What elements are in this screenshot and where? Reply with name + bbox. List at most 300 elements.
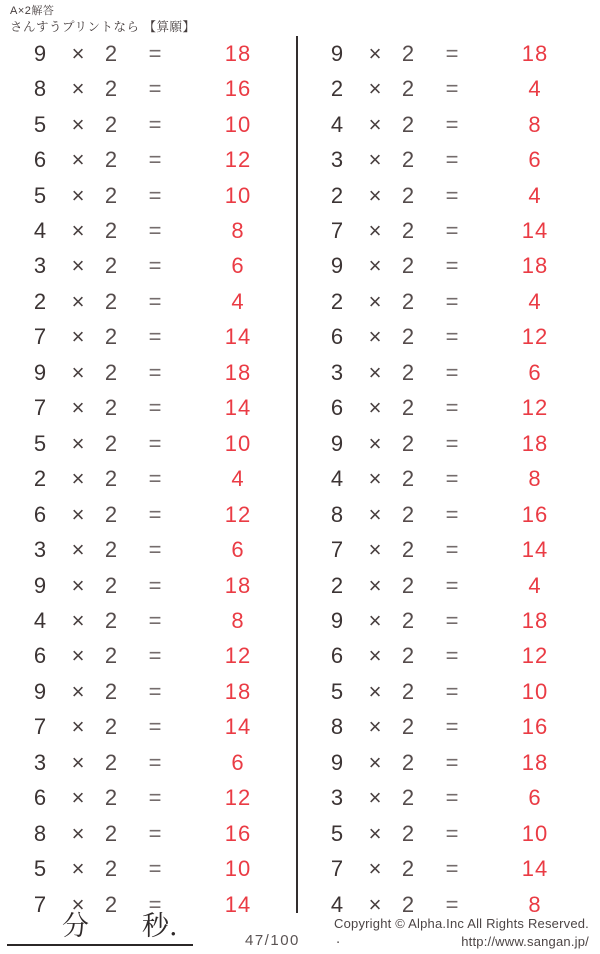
problem-row <box>0 781 297 816</box>
problem-row <box>0 603 297 638</box>
equals-sign: = <box>445 40 459 66</box>
operand-a: 6 <box>33 785 47 811</box>
times-sign: × <box>368 749 382 775</box>
times-sign: × <box>71 147 85 173</box>
equals-sign: = <box>445 678 459 704</box>
times-sign: × <box>368 395 382 421</box>
answer-value: 10 <box>224 430 252 456</box>
times-sign: × <box>368 714 382 740</box>
times-sign: × <box>368 572 382 598</box>
problem-row <box>0 497 297 532</box>
answer-value: 10 <box>521 678 549 704</box>
times-sign: × <box>368 217 382 243</box>
operand-a: 7 <box>330 217 344 243</box>
answer-value: 8 <box>528 466 542 492</box>
times-sign: × <box>71 714 85 740</box>
problem-row <box>0 36 297 71</box>
times-sign: × <box>71 217 85 243</box>
times-sign: × <box>368 785 382 811</box>
problem-row <box>0 710 297 745</box>
operand-b: 2 <box>104 785 118 811</box>
copyright-block <box>334 915 589 950</box>
answer-value: 18 <box>521 253 549 279</box>
times-sign: × <box>71 111 85 137</box>
times-sign: × <box>71 856 85 882</box>
equals-sign: = <box>445 430 459 456</box>
times-sign: × <box>368 678 382 704</box>
operand-b: 2 <box>401 111 415 137</box>
stray-period: . <box>336 930 341 947</box>
times-sign: × <box>368 537 382 563</box>
answer-value: 12 <box>521 395 549 421</box>
operand-a: 7 <box>33 395 47 421</box>
problem-row <box>0 320 297 355</box>
operand-b: 2 <box>104 359 118 385</box>
times-sign: × <box>368 820 382 846</box>
operand-a: 6 <box>33 643 47 669</box>
operand-b: 2 <box>401 537 415 563</box>
problem-row <box>0 355 297 390</box>
equals-sign: = <box>445 537 459 563</box>
equals-sign: = <box>148 324 162 350</box>
times-sign: × <box>368 501 382 527</box>
problem-row <box>297 674 594 709</box>
problem-row <box>0 639 297 674</box>
operand-a: 4 <box>330 891 344 917</box>
equals-sign: = <box>445 572 459 598</box>
equals-sign: = <box>148 607 162 633</box>
operand-a: 8 <box>33 820 47 846</box>
answer-value: 8 <box>231 607 245 633</box>
problem-row <box>297 603 594 638</box>
times-sign: × <box>71 820 85 846</box>
equals-sign: = <box>148 785 162 811</box>
times-sign: × <box>368 40 382 66</box>
answer-value: 4 <box>528 572 542 598</box>
problem-row <box>297 142 594 177</box>
problem-row <box>0 391 297 426</box>
operand-b: 2 <box>401 643 415 669</box>
answer-value: 18 <box>224 40 252 66</box>
operand-b: 2 <box>401 466 415 492</box>
operand-a: 5 <box>33 111 47 137</box>
problem-row <box>297 71 594 106</box>
times-sign: × <box>368 182 382 208</box>
problems-column-right <box>297 36 594 922</box>
operand-a: 5 <box>33 430 47 456</box>
problem-row <box>0 568 297 603</box>
equals-sign: = <box>445 820 459 846</box>
equals-sign: = <box>148 714 162 740</box>
operand-a: 7 <box>330 856 344 882</box>
worksheet-title: A×2解答 <box>10 5 55 17</box>
operand-a: 5 <box>330 678 344 704</box>
answer-value: 18 <box>521 40 549 66</box>
seconds-label: 秒. <box>142 911 178 942</box>
answer-value: 8 <box>528 891 542 917</box>
equals-sign: = <box>445 253 459 279</box>
operand-a: 4 <box>330 111 344 137</box>
problem-row <box>0 178 297 213</box>
answer-value: 12 <box>521 324 549 350</box>
problem-row <box>0 745 297 780</box>
times-sign: × <box>368 643 382 669</box>
answer-value: 14 <box>224 324 252 350</box>
answer-value: 14 <box>224 714 252 740</box>
equals-sign: = <box>445 76 459 102</box>
times-sign: × <box>71 643 85 669</box>
operand-a: 9 <box>33 572 47 598</box>
problem-row <box>0 107 297 142</box>
operand-b: 2 <box>104 820 118 846</box>
times-sign: × <box>71 430 85 456</box>
operand-a: 8 <box>33 76 47 102</box>
operand-b: 2 <box>401 147 415 173</box>
equals-sign: = <box>148 537 162 563</box>
problem-row <box>0 142 297 177</box>
times-sign: × <box>71 678 85 704</box>
operand-a: 2 <box>330 572 344 598</box>
operand-a: 2 <box>330 76 344 102</box>
operand-a: 7 <box>33 891 47 917</box>
operand-b: 2 <box>104 288 118 314</box>
answer-value: 6 <box>231 253 245 279</box>
operand-a: 8 <box>330 501 344 527</box>
times-sign: × <box>71 537 85 563</box>
equals-sign: = <box>445 324 459 350</box>
operand-b: 2 <box>401 76 415 102</box>
problem-row <box>0 674 297 709</box>
times-sign: × <box>368 147 382 173</box>
equals-sign: = <box>148 217 162 243</box>
operand-a: 2 <box>330 288 344 314</box>
problem-row <box>297 320 594 355</box>
times-sign: × <box>71 891 85 917</box>
operand-a: 3 <box>33 749 47 775</box>
problem-row <box>297 745 594 780</box>
times-sign: × <box>368 111 382 137</box>
equals-sign: = <box>148 76 162 102</box>
operand-b: 2 <box>104 714 118 740</box>
problem-row <box>297 107 594 142</box>
page-indicator: 47/100 <box>245 932 300 949</box>
operand-a: 7 <box>33 714 47 740</box>
problem-row <box>0 461 297 496</box>
operand-b: 2 <box>104 395 118 421</box>
times-sign: × <box>71 785 85 811</box>
answer-value: 4 <box>528 76 542 102</box>
operand-b: 2 <box>401 785 415 811</box>
answer-value: 8 <box>528 111 542 137</box>
operand-a: 9 <box>330 40 344 66</box>
equals-sign: = <box>445 466 459 492</box>
times-sign: × <box>71 395 85 421</box>
operand-b: 2 <box>401 856 415 882</box>
problem-row <box>0 213 297 248</box>
operand-b: 2 <box>104 40 118 66</box>
times-sign: × <box>71 182 85 208</box>
problem-row <box>0 249 297 284</box>
operand-b: 2 <box>104 537 118 563</box>
operand-b: 2 <box>104 678 118 704</box>
equals-sign: = <box>445 217 459 243</box>
times-sign: × <box>71 572 85 598</box>
problem-row <box>297 816 594 851</box>
answer-value: 16 <box>224 76 252 102</box>
times-sign: × <box>368 359 382 385</box>
equals-sign: = <box>148 430 162 456</box>
operand-a: 4 <box>33 607 47 633</box>
operand-b: 2 <box>401 217 415 243</box>
answer-value: 6 <box>231 749 245 775</box>
equals-sign: = <box>148 359 162 385</box>
operand-a: 9 <box>33 678 47 704</box>
operand-b: 2 <box>104 891 118 917</box>
site-url: http://www.sangan.jp/ <box>461 933 589 949</box>
times-sign: × <box>71 359 85 385</box>
operand-b: 2 <box>104 607 118 633</box>
operand-b: 2 <box>104 76 118 102</box>
operand-b: 2 <box>104 182 118 208</box>
operand-b: 2 <box>401 820 415 846</box>
operand-a: 2 <box>330 182 344 208</box>
equals-sign: = <box>445 147 459 173</box>
times-sign: × <box>71 324 85 350</box>
problem-row <box>297 355 594 390</box>
operand-a: 3 <box>330 785 344 811</box>
times-sign: × <box>368 288 382 314</box>
operand-b: 2 <box>104 572 118 598</box>
operand-b: 2 <box>401 40 415 66</box>
problem-row <box>297 391 594 426</box>
equals-sign: = <box>445 501 459 527</box>
times-sign: × <box>71 501 85 527</box>
problem-row <box>297 532 594 567</box>
equals-sign: = <box>445 785 459 811</box>
equals-sign: = <box>148 643 162 669</box>
equals-sign: = <box>148 466 162 492</box>
equals-sign: = <box>148 749 162 775</box>
answer-value: 4 <box>528 182 542 208</box>
equals-sign: = <box>445 359 459 385</box>
operand-b: 2 <box>104 147 118 173</box>
times-sign: × <box>368 607 382 633</box>
operand-b: 2 <box>401 891 415 917</box>
operand-b: 2 <box>401 678 415 704</box>
operand-a: 9 <box>330 749 344 775</box>
equals-sign: = <box>445 749 459 775</box>
answer-value: 16 <box>521 501 549 527</box>
operand-a: 9 <box>33 40 47 66</box>
equals-sign: = <box>148 820 162 846</box>
operand-b: 2 <box>401 324 415 350</box>
equals-sign: = <box>148 182 162 208</box>
problem-row <box>0 426 297 461</box>
operand-b: 2 <box>401 359 415 385</box>
answer-value: 10 <box>224 111 252 137</box>
operand-b: 2 <box>104 324 118 350</box>
problem-row <box>0 851 297 886</box>
operand-b: 2 <box>401 182 415 208</box>
answer-value: 16 <box>224 820 252 846</box>
operand-b: 2 <box>104 501 118 527</box>
problem-row <box>297 639 594 674</box>
operand-a: 8 <box>330 714 344 740</box>
operand-b: 2 <box>104 111 118 137</box>
equals-sign: = <box>445 891 459 917</box>
operand-b: 2 <box>401 288 415 314</box>
answer-value: 6 <box>231 537 245 563</box>
answer-value: 14 <box>224 395 252 421</box>
problem-row <box>297 284 594 319</box>
answer-value: 12 <box>224 643 252 669</box>
problem-row <box>297 213 594 248</box>
answer-value: 18 <box>224 359 252 385</box>
operand-a: 6 <box>330 643 344 669</box>
operand-b: 2 <box>401 572 415 598</box>
operand-b: 2 <box>401 714 415 740</box>
operand-a: 6 <box>330 324 344 350</box>
problem-row <box>297 461 594 496</box>
answer-value: 12 <box>521 643 549 669</box>
answer-value: 12 <box>224 501 252 527</box>
answer-value: 18 <box>224 572 252 598</box>
operand-b: 2 <box>401 395 415 421</box>
equals-sign: = <box>148 111 162 137</box>
answer-value: 14 <box>521 856 549 882</box>
equals-sign: = <box>148 40 162 66</box>
answer-value: 10 <box>224 856 252 882</box>
answer-value: 14 <box>521 217 549 243</box>
answer-value: 10 <box>224 182 252 208</box>
answer-value: 6 <box>528 147 542 173</box>
times-sign: × <box>368 891 382 917</box>
times-sign: × <box>71 466 85 492</box>
answer-value: 6 <box>528 785 542 811</box>
operand-a: 2 <box>33 466 47 492</box>
operand-b: 2 <box>104 856 118 882</box>
copyright-text: Copyright © Alpha.Inc All Rights Reserved. <box>334 916 589 931</box>
problem-row <box>0 284 297 319</box>
times-sign: × <box>71 607 85 633</box>
equals-sign: = <box>445 182 459 208</box>
problem-row <box>0 816 297 851</box>
times-sign: × <box>368 253 382 279</box>
answer-value: 10 <box>521 820 549 846</box>
equals-sign: = <box>148 856 162 882</box>
operand-a: 9 <box>330 607 344 633</box>
times-sign: × <box>71 288 85 314</box>
operand-a: 9 <box>330 430 344 456</box>
times-sign: × <box>71 749 85 775</box>
problem-row <box>297 178 594 213</box>
operand-a: 4 <box>33 217 47 243</box>
answer-value: 18 <box>521 430 549 456</box>
equals-sign: = <box>445 714 459 740</box>
equals-sign: = <box>148 253 162 279</box>
problem-row <box>0 71 297 106</box>
equals-sign: = <box>445 111 459 137</box>
operand-b: 2 <box>104 430 118 456</box>
answer-value: 18 <box>224 678 252 704</box>
operand-a: 5 <box>33 856 47 882</box>
times-sign: × <box>368 324 382 350</box>
answer-value: 14 <box>224 891 252 917</box>
operand-b: 2 <box>104 749 118 775</box>
operand-a: 6 <box>33 147 47 173</box>
equals-sign: = <box>148 891 162 917</box>
equals-sign: = <box>445 607 459 633</box>
problems-column-left <box>0 36 297 922</box>
times-sign: × <box>368 466 382 492</box>
operand-a: 4 <box>330 466 344 492</box>
problem-row <box>297 568 594 603</box>
operand-b: 2 <box>104 466 118 492</box>
operand-b: 2 <box>401 607 415 633</box>
problem-row <box>0 532 297 567</box>
answer-value: 4 <box>528 288 542 314</box>
answer-value: 18 <box>521 607 549 633</box>
operand-a: 9 <box>33 359 47 385</box>
operand-b: 2 <box>104 217 118 243</box>
operand-b: 2 <box>104 643 118 669</box>
operand-b: 2 <box>104 253 118 279</box>
times-sign: × <box>71 76 85 102</box>
operand-a: 2 <box>33 288 47 314</box>
time-entry-line <box>7 908 193 946</box>
operand-a: 7 <box>33 324 47 350</box>
problem-row <box>297 249 594 284</box>
operand-a: 5 <box>33 182 47 208</box>
equals-sign: = <box>148 288 162 314</box>
times-sign: × <box>71 253 85 279</box>
equals-sign: = <box>148 501 162 527</box>
times-sign: × <box>71 40 85 66</box>
site-tagline: さんすうプリントなら 【算願】 <box>10 20 196 34</box>
times-sign: × <box>368 430 382 456</box>
operand-a: 3 <box>33 253 47 279</box>
problem-row <box>297 781 594 816</box>
operand-a: 9 <box>330 253 344 279</box>
answer-value: 6 <box>528 359 542 385</box>
answer-value: 4 <box>231 288 245 314</box>
answer-value: 16 <box>521 714 549 740</box>
operand-a: 3 <box>330 359 344 385</box>
times-sign: × <box>368 76 382 102</box>
answer-value: 12 <box>224 147 252 173</box>
operand-b: 2 <box>401 501 415 527</box>
equals-sign: = <box>445 288 459 314</box>
operand-a: 3 <box>330 147 344 173</box>
equals-sign: = <box>445 643 459 669</box>
operand-b: 2 <box>401 430 415 456</box>
answer-value: 18 <box>521 749 549 775</box>
equals-sign: = <box>445 856 459 882</box>
equals-sign: = <box>148 572 162 598</box>
problem-row <box>297 426 594 461</box>
operand-a: 6 <box>330 395 344 421</box>
problem-row <box>297 36 594 71</box>
operand-a: 6 <box>33 501 47 527</box>
equals-sign: = <box>148 678 162 704</box>
minutes-label: 分 <box>62 911 89 942</box>
times-sign: × <box>368 856 382 882</box>
equals-sign: = <box>148 395 162 421</box>
equals-sign: = <box>148 147 162 173</box>
answer-value: 8 <box>231 217 245 243</box>
equals-sign: = <box>445 395 459 421</box>
operand-a: 7 <box>330 537 344 563</box>
